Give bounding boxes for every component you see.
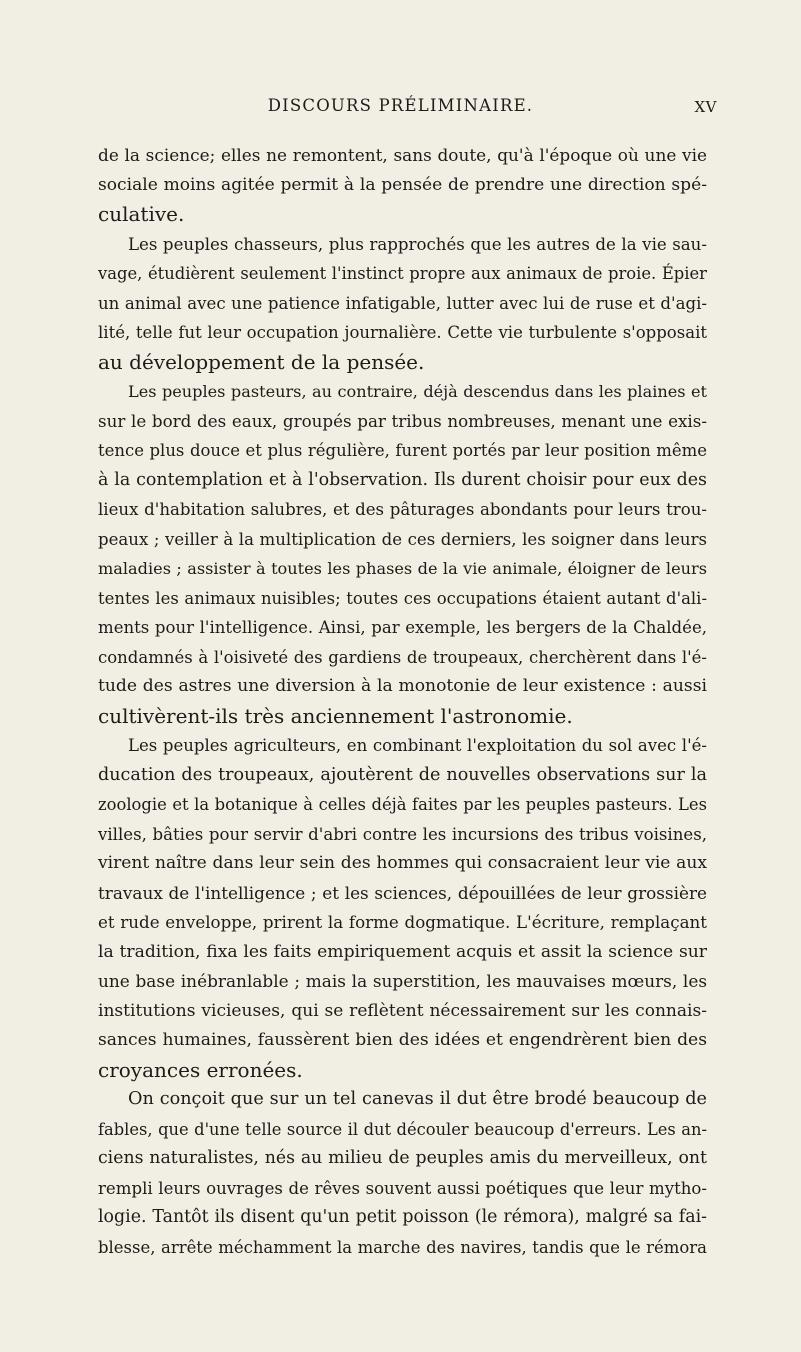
text-line: Les peuples pasteurs, au contraire, déjà descendus dans les plaines et (128, 382, 707, 401)
text-line: condamnés à l'oisiveté des gardiens de troupeaux, cherchèrent dans l'é- (98, 647, 707, 667)
text-line: la tradition, fixa les faits empiriquement acquis et assit la science sur (98, 941, 707, 962)
text-line: blesse, arrête méchamment la marche des navires, tandis que le rémora (98, 1237, 707, 1257)
text-line: fables, que d'une telle source il dut découler beaucoup d'erreurs. Les an- (98, 1119, 707, 1139)
text-line: virent naître dans leur sein des hommes qui consacraient leur vie aux (98, 853, 707, 873)
text-line: ments pour l'intelligence. Ainsi, par exemple, les bergers de la Chaldée, (98, 618, 707, 637)
text-line: zoologie et la botanique à celles déjà faites par les peuples pasteurs. Les (98, 795, 707, 814)
text-line: tence plus douce et plus régulière, furent portés par leur position même (98, 441, 707, 460)
text-line: logie. Tantôt ils disent qu'un petit poisson (le rémora), malgré sa fai- (98, 1207, 707, 1227)
text-line: cultivèrent-ils très anciennement l'astronomie. (98, 703, 573, 728)
text-line: de la science; elles ne remontent, sans doute, qu'à l'époque où une vie (98, 145, 707, 165)
body-text (98, 141, 707, 1262)
text-line: maladies ; assister à toutes les phases de la vie animale, éloigner de leurs (98, 559, 707, 578)
running-head: DISCOURS PRÉLIMINAIRE. (267, 96, 534, 115)
text-line: sances humaines, faussèrent bien des idées et engendrèrent bien des (98, 1030, 707, 1050)
text-line: travaux de l'intelligence ; et les sciences, dépouillées de leur grossière (98, 882, 707, 903)
text-line: ducation des troupeaux, ajoutèrent de nouvelles observations sur la (98, 764, 707, 785)
text-line: et rude enveloppe, prirent la forme dogmatique. L'écriture, remplaçant (98, 913, 707, 932)
text-line: au développement de la pensée. (98, 349, 425, 374)
page-number: XV (694, 98, 717, 116)
text-line: ciens naturalistes, nés au milieu de peuples amis du merveilleux, ont (98, 1148, 707, 1168)
text-line: culative. (98, 202, 185, 226)
text-line: Les peuples agriculteurs, en combinant l'exploitation du sol avec l'é- (128, 736, 707, 755)
text-line: peaux ; veiller à la multiplication de ces derniers, les soigner dans leurs (98, 529, 707, 549)
text-line: tentes les animaux nuisibles; toutes ces occupations étaient autant d'ali- (98, 588, 707, 608)
text-line: villes, bâties pour servir d'abri contre les incursions des tribus voisines, (98, 824, 707, 844)
text-line: rempli leurs ouvrages de rêves souvent aussi poétiques que leur mytho- (98, 1178, 707, 1198)
text-line: une base inébranlable ; mais la superstition, les mauvaises mœurs, les (98, 971, 707, 991)
text-line: Les peuples chasseurs, plus rapprochés que les autres de la vie sau- (128, 234, 707, 254)
text-line: à la contemplation et à l'observation. Ils durent choisir pour eux des (98, 469, 707, 490)
text-line: sur le bord des eaux, groupés par tribus nombreuses, menant une exis- (98, 410, 707, 431)
text-line: sociale moins agitée permit à la pensée de prendre une direction spé- (98, 174, 707, 195)
text-line: On conçoit que sur un tel canevas il dut être brodé beaucoup de (128, 1089, 707, 1109)
text-line: institutions vicieuses, qui se reflètent nécessairement sur les connais- (98, 1000, 707, 1021)
text-line: lieux d'habitation salubres, et des pâturages abondants pour leurs trou- (98, 500, 707, 519)
text-line: tude des astres une diversion à la monotonie de leur existence : aussi (98, 676, 707, 696)
text-line: un animal avec une patience infatigable, lutter avec lui de ruse et d'agi- (98, 293, 707, 313)
page-header (0, 96, 801, 122)
text-line: vage, étudièrent seulement l'instinct propre aux animaux de proie. Épier (98, 264, 707, 283)
text-line: lité, telle fut leur occupation journalière. Cette vie turbulente s'opposait (98, 323, 707, 342)
text-line: croyances erronées. (98, 1057, 303, 1082)
